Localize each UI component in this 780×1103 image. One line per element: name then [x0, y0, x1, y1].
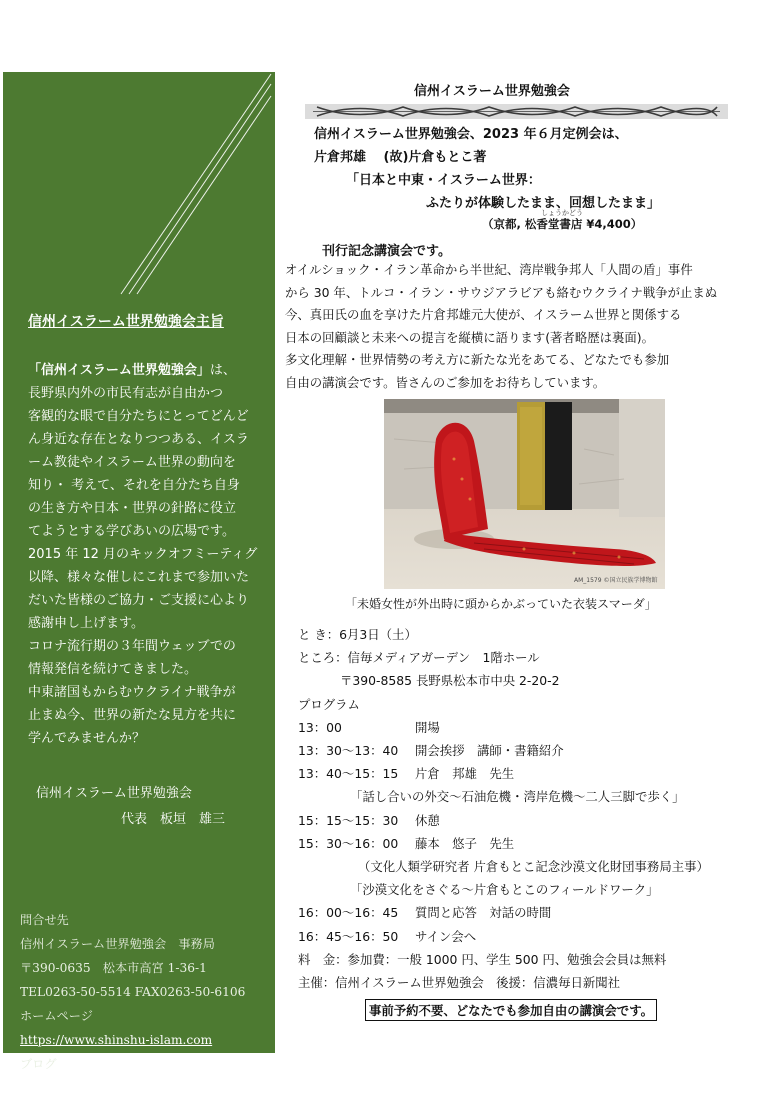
lecture-title-2: 「沙漠文化をさぐる～片倉もとこのフィールドワーク」 — [350, 882, 659, 898]
sidebar-paragraph-1: は、 長野県内外の市民有志が自由かつ 客観的な眼で自分たちにとってどんど ん身近な存在となりつつある、イスラ ーム教徒やイスラーム世界の動向を 知り・ 考えて、それを自分たち自身 の生き方や日本・世界の針路に役立 てようとする学びあいの広場です。 — [28, 363, 249, 539]
lecture-announcement: 刊行記念講演会です。 — [322, 244, 451, 259]
contact-block — [20, 908, 270, 1100]
contact-office: 信州イスラーム世界勉強会 事務局 — [20, 937, 215, 951]
book-title-line-2: ふたりが体験したまま、回想したまま」 — [426, 196, 661, 211]
blog-label: ブログ — [20, 1057, 57, 1071]
program-item: 16：45～16：50 サイン会へ — [298, 928, 477, 944]
program-item: 13：30～13：40 開会挨拶 講師・書籍紹介 — [298, 743, 564, 759]
sidebar-heading: 信州イスラーム世界勉強会主旨 — [28, 314, 224, 330]
lecture-title-1: 「話し合いの外交～石油危機・湾岸危機～二人三脚で歩く」 — [350, 789, 685, 805]
program-label: プログラム — [298, 696, 360, 712]
description-paragraph: オイルショック・イラン革命から半世紀、湾岸戦争邦人「人間の盾」事件 から 30 年、トルコ・イラン・サウジアラビアも絡むウクライナ戦争が止まぬ 今、真田氏の血を享けた片倉邦雄元大使が、イスラーム世界と関係する 日本の回顧談と未来への提言を縦横に語ります(著者略歴は裏面)。 多文化理解・世界情勢の考え方に新たな光をあてる、どなたでも参加 自由の講演会です。皆さんのご参加をお待ちしています。 — [285, 262, 718, 390]
homepage-label: ホームページ — [20, 1009, 93, 1023]
book-title-line-1: 「日本と中東・イスラーム世界： — [346, 173, 541, 188]
event-date: と き：6月3日（土） — [298, 627, 417, 642]
contact-label: 問合せ先 — [20, 913, 69, 927]
sidebar-paragraph-3: コロナ流行期の３年間ウェッブでの 情報発信を続けてきました。 中東諸国もからむウクライナ戦争が 止まぬ今、世界の新たな見方を共に 学んでみませんか？ — [28, 639, 237, 746]
main-title: 信州イスラーム世界勉強会 — [414, 84, 570, 99]
photo-illustration — [384, 399, 665, 589]
homepage-link[interactable]: https://www.shinshu-islam.com — [20, 1033, 213, 1047]
sidebar-body — [28, 359, 268, 750]
program-item: 16：00～16：45 質問と応答 対話の時間 — [298, 905, 552, 921]
event-details — [298, 623, 768, 994]
event-venue: ところ：信毎メディアガーデン 1階ホール — [298, 650, 540, 666]
sidebar-panel — [3, 72, 275, 1095]
program-item: 15：30～16：00 藤本 悠子 先生 — [298, 835, 515, 851]
diagonal-lines-decoration — [3, 72, 275, 312]
blog-link[interactable]: https://muslimworld.naganoblog.jp — [20, 1081, 236, 1095]
ornamental-divider — [305, 104, 728, 119]
program-item: 13：00 開場 — [298, 719, 440, 735]
photo-caption: 「未婚女性が外出時に頭からかぶっていた衣装スマーダ」 — [345, 597, 657, 611]
contact-tel-fax: TEL0263-50-5514 FAX0263-50-6106 — [20, 985, 246, 999]
program-item: 15：15～15：30 休憩 — [298, 812, 440, 828]
intro-authors: 片倉邦雄 (故)片倉もとこ著 — [314, 150, 487, 165]
publisher-ruby: しょうかどう — [541, 209, 583, 217]
program-item: 13：40～15：15 片倉 邦雄 先生 — [298, 766, 515, 782]
event-photo — [384, 399, 665, 589]
photo-credit: AM_1579 ©国立民族学博物館 — [574, 577, 658, 584]
speaker-affiliation: （文化人類学研究者 片倉もとこ記念沙漠文化財団事務局主事） — [358, 859, 709, 875]
contact-address: 〒390-0635 松本市高宮 1-36-1 — [20, 961, 207, 975]
event-host: 主催：信州イスラーム世界勉強会 後援：信濃毎日新聞社 — [298, 975, 621, 991]
notice-box: 事前予約不要、どなたでも参加自由の講演会です。 — [365, 999, 657, 1021]
intro-line-1: 信州イスラーム世界勉強会、2023 年６月定例会は、 — [314, 127, 628, 142]
sidebar-paragraph-2: 2015 年 12 月のキックオフミーティグ 以降、様々な催しにこれまで参加いた だいた皆様のご協力・ご支援に心より 感謝申し上げます。 — [28, 547, 258, 631]
publisher-info: （京都, 松香堂書店 ¥4,400） — [482, 217, 643, 231]
sidebar-lead: 「信州イスラーム世界勉強会」 — [28, 363, 210, 378]
sidebar-org-name: 信州イスラーム世界勉強会 — [36, 786, 192, 801]
event-fee: 料 金：参加費：一般 1000 円、学生 500 円、勉強会会員は無料 — [298, 951, 667, 967]
event-address: 〒390-8585 長野県松本市中央 2-20-2 — [340, 673, 560, 689]
sidebar-representative: 代表 板垣 雄三 — [121, 812, 226, 827]
